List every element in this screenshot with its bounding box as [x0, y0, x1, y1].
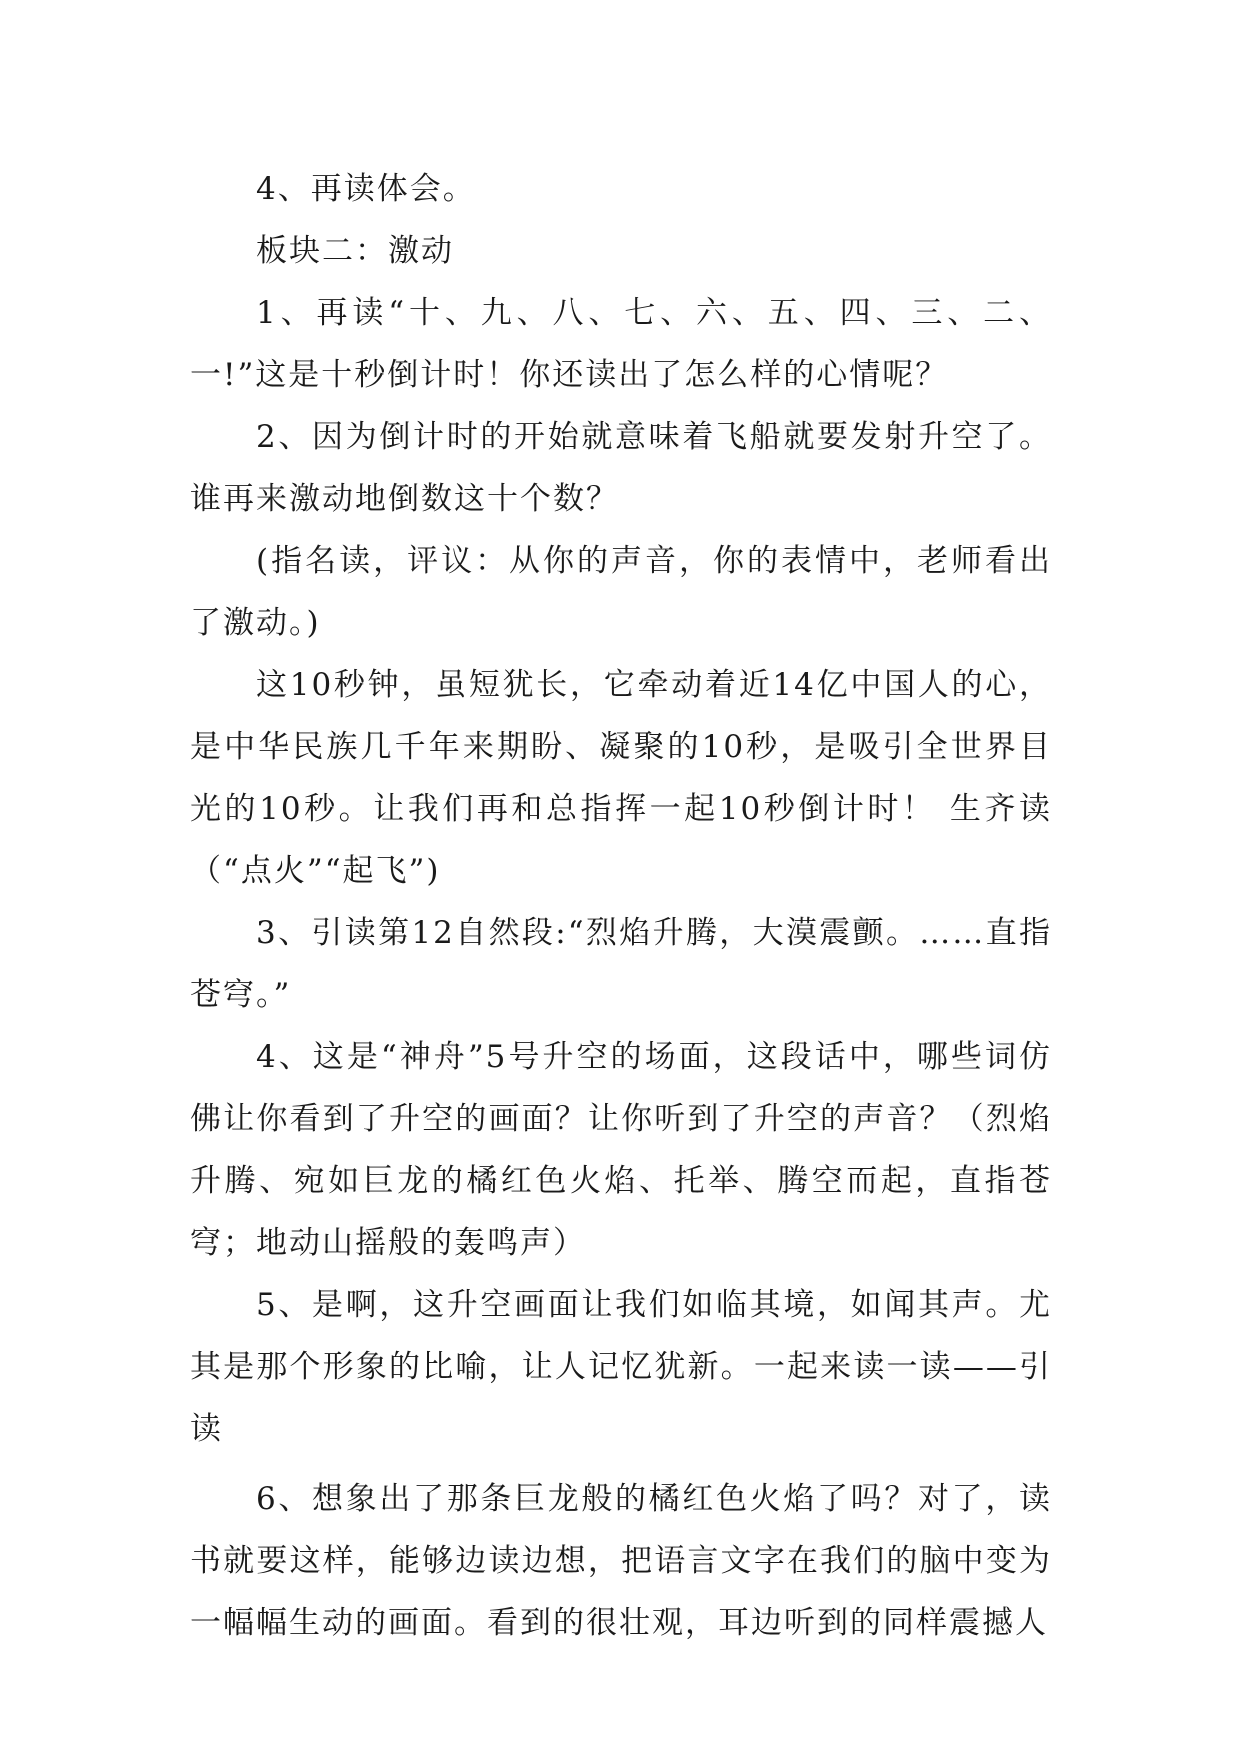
paragraph-named-reading: (指名读，评议：从你的声音，你的表情中，老师看出了激动。) — [190, 543, 1052, 641]
paragraph-lead-reading: 3、引读第12自然段:“烈焰升腾，大漠震颤。……直指苍穹。” — [190, 915, 1052, 1013]
paragraph-launch-countdown: 2、因为倒计时的开始就意味着飞船就要发射升空了。谁再来激动地倒数这十个数？ — [190, 419, 1052, 517]
paragraph-countdown-reading: 1、再读“十、九、八、七、六、五、四、三、二、一!”这是十秒倒计时！你还读出了怎么样的心情呢？ — [190, 295, 1052, 393]
paragraph-imagine-flame: 6、想象出了那条巨龙般的橘红色火焰了吗？对了，读书就要这样，能够边读边想，把语言文字在我们的脑中变为一幅幅生动的画面。看到的很壮观，耳边听到的同样震撼人 — [190, 1481, 1052, 1641]
document-body — [190, 158, 1052, 1654]
section-heading-excitement: 板块二：激动 — [256, 233, 454, 269]
paragraph-ten-seconds: 这10秒钟，虽短犹长，它牵动着近14亿中国人的心，是中华民族几千年来期盼、凝聚的10秒，是吸引全世界目光的10秒。让我们再和总指挥一起10秒倒计时！ 生齐读（“点火”“起飞”) — [190, 667, 1052, 889]
paragraph-reread-experience: 4、再读体会。 — [256, 171, 476, 207]
paragraph-launch-scene: 4、这是“神舟”5号升空的场面，这段话中，哪些词仿佛让你看到了升空的画面？让你听到了升空的声音？（烈焰升腾、宛如巨龙的橘红色火焰、托举、腾空而起，直指苍穹；地动山摇般的轰鸣声） — [190, 1039, 1052, 1261]
paragraph-vivid-image: 5、是啊，这升空画面让我们如临其境，如闻其声。尤其是那个形象的比喻，让人记忆犹新。一起来读一读——引读 — [190, 1287, 1052, 1447]
